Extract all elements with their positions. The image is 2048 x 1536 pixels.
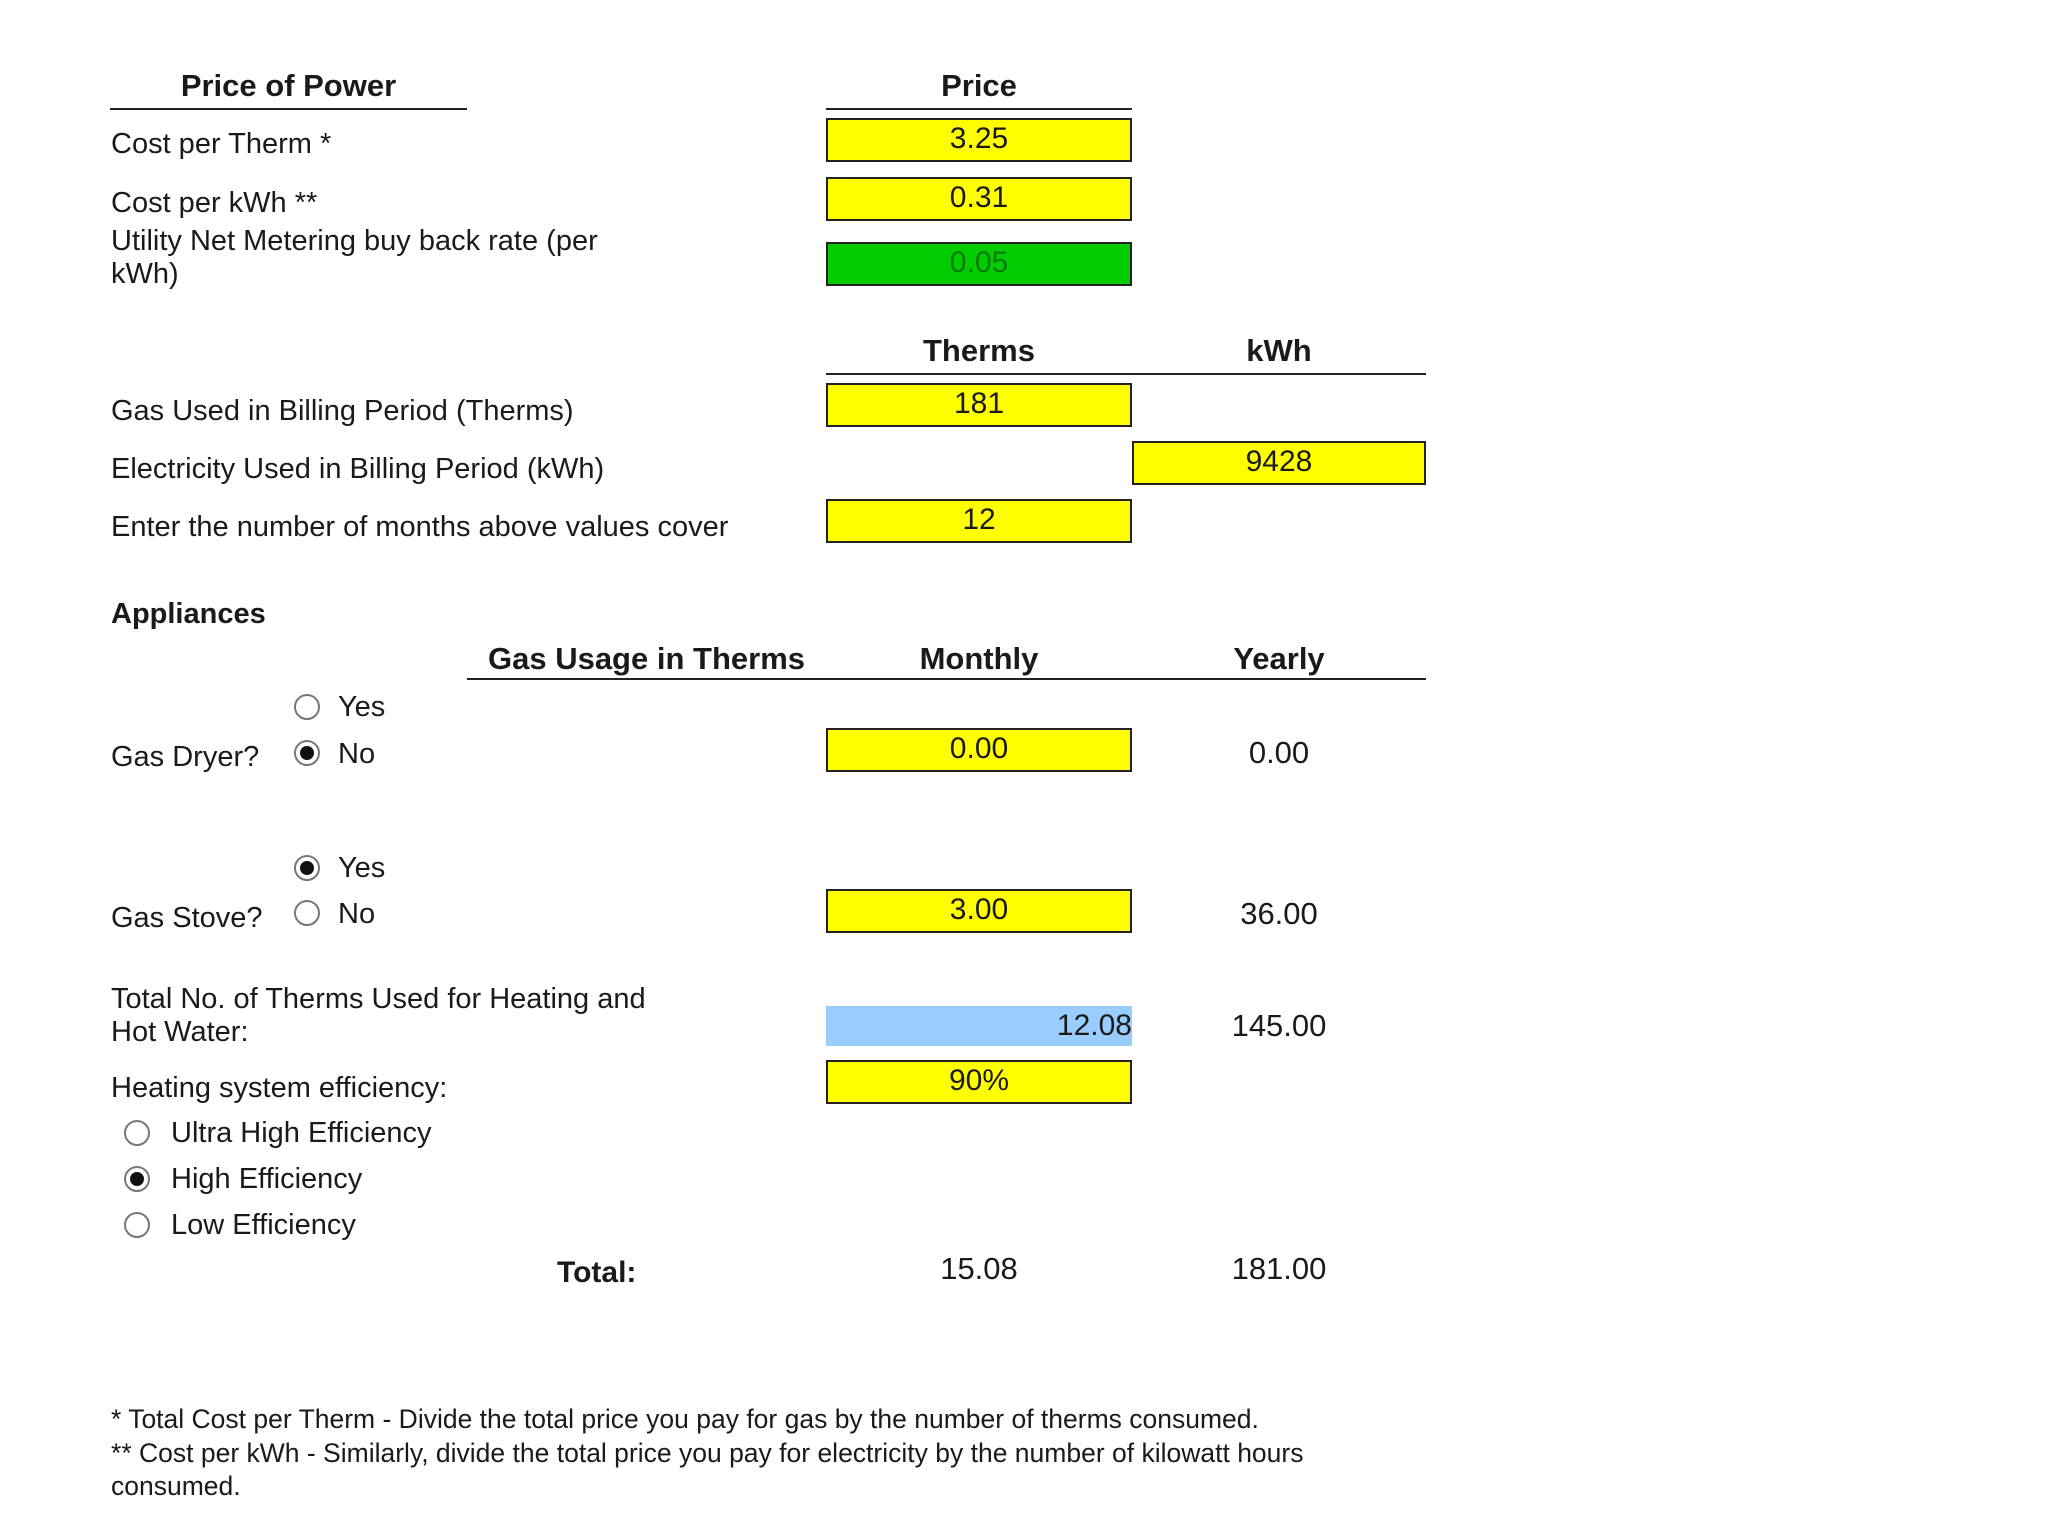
total-label: Total:	[557, 1256, 637, 1289]
high-efficiency-label: High Efficiency	[171, 1163, 363, 1195]
stove-yes-label: Yes	[338, 852, 386, 884]
gas-used-label: Gas Used in Billing Period (Therms)	[111, 395, 574, 427]
cost-per-kwh-label: Cost per kWh **	[111, 187, 318, 219]
stove-no-label: No	[338, 898, 376, 930]
dryer-monthly-input[interactable]: 0.00	[826, 728, 1132, 772]
ultra-high-efficiency-label: Ultra High Efficiency	[171, 1117, 432, 1149]
heating-therms-label: Total No. of Therms Used for Heating and Hot Water:	[111, 983, 646, 1048]
cost-per-therm-label: Cost per Therm *	[111, 128, 332, 160]
yearly-column-header: Yearly	[1233, 641, 1325, 676]
months-input[interactable]: 12	[826, 499, 1132, 543]
low-efficiency-label: Low Efficiency	[171, 1209, 356, 1241]
gas-usage-column-header: Gas Usage in Therms	[487, 641, 805, 676]
footnote-therm: * Total Cost per Therm - Divide the total price you pay for gas by the number of therms consumed.	[111, 1404, 1259, 1434]
stove-no-radio[interactable]	[294, 900, 320, 926]
price-column-header: Price	[826, 68, 1132, 110]
gas-stove-label: Gas Stove?	[111, 902, 263, 934]
price-of-power-header	[110, 68, 467, 110]
months-label: Enter the number of months above values cover	[111, 511, 729, 543]
dryer-yearly-value: 0.00	[1248, 735, 1310, 770]
footnote-kwh-continued: consumed.	[111, 1471, 241, 1501]
heating-efficiency-label: Heating system efficiency:	[111, 1072, 448, 1104]
heating-efficiency-input[interactable]: 90%	[826, 1060, 1132, 1104]
net-metering-label: Utility Net Metering buy back rate (per kWh)	[111, 225, 598, 290]
total-monthly-value: 15.08	[940, 1251, 1018, 1286]
price-of-power-title: Price of Power	[180, 68, 397, 103]
stove-yearly-value: 36.00	[1240, 896, 1318, 931]
dryer-no-label: No	[338, 738, 376, 770]
stove-monthly-input[interactable]: 3.00	[826, 889, 1132, 933]
therms-column-header: Therms	[826, 333, 1132, 375]
kwh-column-header: kWh	[1132, 333, 1426, 375]
cost-per-kwh-input[interactable]: 0.31	[826, 177, 1132, 221]
stove-yes-radio[interactable]	[294, 855, 320, 881]
dryer-yes-label: Yes	[338, 691, 386, 723]
net-metering-input[interactable]: 0.05	[826, 242, 1132, 286]
heating-monthly-value: 12.08	[826, 1006, 1132, 1046]
heating-yearly-value: 145.00	[1231, 1008, 1327, 1043]
dryer-no-radio[interactable]	[294, 740, 320, 766]
ultra-high-efficiency-radio[interactable]	[124, 1120, 150, 1146]
cost-per-therm-input[interactable]: 3.25	[826, 118, 1132, 162]
high-efficiency-radio[interactable]	[124, 1166, 150, 1192]
footnote-kwh: ** Cost per kWh - Similarly, divide the total price you pay for electricity by the number of kilowatt hours	[111, 1438, 1304, 1468]
low-efficiency-radio[interactable]	[124, 1212, 150, 1238]
electricity-used-input[interactable]: 9428	[1132, 441, 1426, 485]
monthly-column-header: Monthly	[919, 641, 1039, 676]
electricity-used-label: Electricity Used in Billing Period (kWh)	[111, 453, 605, 485]
dryer-yes-radio[interactable]	[294, 694, 320, 720]
appliances-title: Appliances	[111, 598, 266, 630]
gas-dryer-label: Gas Dryer?	[111, 741, 260, 773]
total-yearly-value: 181.00	[1231, 1251, 1327, 1286]
gas-used-input[interactable]: 181	[826, 383, 1132, 427]
